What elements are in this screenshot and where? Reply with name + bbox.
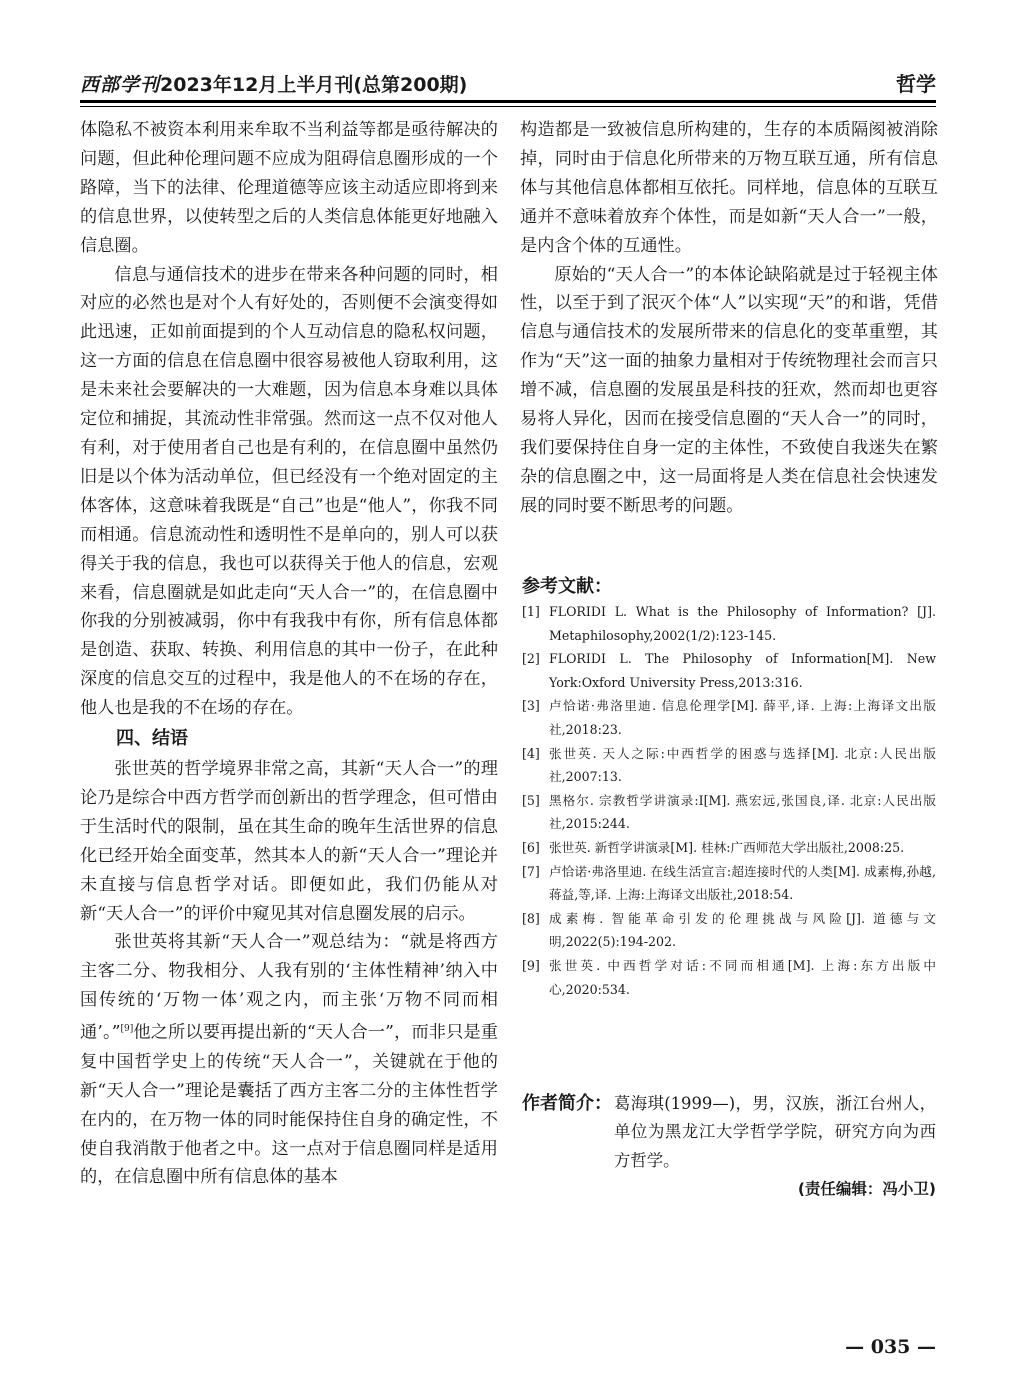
reference-text: 张世英. 天人之际:中西哲学的困惑与选择[M]. 北京:人民出版社,2007:13. — [549, 745, 936, 785]
header-rule-thin — [80, 106, 936, 107]
author-bio-label: 作者简介： — [522, 1093, 612, 1114]
reference-number: [9] — [522, 957, 540, 973]
reference-number: [7] — [522, 863, 540, 879]
reference-text: 卢恰诺·弗洛里迪. 信息伦理学[M]. 薛平,译. 上海:上海译文出版社,2018:23. — [549, 698, 936, 737]
reference-number: [5] — [522, 792, 540, 808]
reference-text: 张世英. 新哲学讲演录[M]. 桂林:广西师范大学出版社,2008:25. — [549, 839, 905, 855]
references-list — [522, 600, 936, 1001]
issue-info: 2023年12月上半月刊(总第200期) — [160, 74, 468, 96]
reference-text: 黑格尔. 宗教哲学讲演录:I[M]. 燕宏远,张国良,译. 北京:人民出版社,2015:244. — [549, 792, 936, 832]
left-column — [80, 116, 498, 1192]
journal-issue — [80, 70, 467, 97]
reference-number: [6] — [522, 839, 540, 855]
reference-number: [2] — [522, 651, 540, 667]
running-header — [80, 66, 936, 96]
paragraph: 原始的“天人合一”的本体论缺陷就是过于轻视主体性，以至于到了泯灭个体“人”以实现“天”的和谐，凭借信息与通信技术的发展所带来的信息化的变革重塑，其作为“天”这一面的抽象力量相对于传统物理社会而言只增不减，信息圈的发展虽是科技的狂欢，然而却也更容易将人异化，因而在接受信息圈的“天人合一”的同时，我们要保持住自身一定的主体性，不致使自我迷失在繁杂的信息圈之中，这一局面将是人类在信息社会快速发展的同时要不断思考的问题。 — [520, 264, 938, 516]
author-bio-text: 葛海琪(1999—)，男，汉族，浙江台州人，单位为黑龙江大学哲学学院，研究方向为西方哲学。 — [614, 1094, 936, 1170]
reference-item — [522, 600, 936, 647]
journal-logo: 西部学刊 — [80, 74, 161, 96]
page-number: — 035 — — [845, 1336, 936, 1358]
reference-number: [1] — [522, 604, 540, 619]
section-heading: 四、结语 — [116, 728, 188, 750]
header-rule-thick — [80, 100, 936, 103]
reference-item — [522, 647, 936, 694]
reference-item — [522, 694, 936, 741]
paragraph — [80, 928, 498, 1192]
responsible-editor: (责任编辑：冯小卫) — [797, 1180, 936, 1198]
reference-item — [522, 836, 936, 860]
reference-number: [4] — [522, 745, 540, 761]
citation-marker: [9] — [120, 1024, 134, 1035]
reference-text: FLORIDI L. What is the Philosophy of Information? [J]. Metaphilosophy,2002(1/2):123-145. — [549, 604, 936, 643]
paragraph-text: 他之所以要再提出新的“天人合一”，而非只是重复中国哲学史上的传统“天人合一”，关键就在于他的新“天人合一”理论是囊括了西方主客二分的主体性哲学在内的，在万物一体的同时能保持住自身的确定性，不使自我消散于他者之中。这一点对于信息圈同样是适用的，在信息圈中所有信息体的基本 — [80, 1022, 498, 1188]
reference-item — [522, 907, 936, 954]
reference-text: 卢恰诺·弗洛里迪. 在线生活宣言:超连接时代的人类[M]. 成素梅,孙越,蒋益,等,译. 上海:上海译文出版社,2018:54. — [549, 863, 936, 903]
section-label: 哲学 — [896, 72, 936, 96]
right-column — [520, 116, 938, 521]
paragraph: 信息与通信技术的进步在带来各种问题的同时，相对应的必然也是对个人有好处的，否则便不会演变得如此迅速，正如前面提到的个人互动信息的隐私权问题，这一方面的信息在信息圈中很容易被他人窃取利用，这是未来社会要解决的一大难题，因为信息本身难以具体定位和捕捉，其流动性非常强。然而这一点不仅对他人有利，对于使用者自己也是有利的，在信息圈中虽然仍旧是以个体为活动单位，但已经没有一个绝对固定的主体客体，这意味着我既是“自己”也是“他人”，你我不同而相通。信息流动性和透明性不是单向的，别人可以获得关于我的信息，我也可以获得关于他人的信息，宏观来看，信息圈就是如此走向“天人合一”的，在信息圈中你我的分别被减弱，你中有我我中有你，所有信息体都是创造、获取、转换、利用信息的其中一份子，在此种深度的信息交互的过程中，我是他人的不在场的存在，他人也是我的不在场的存在。 — [80, 264, 498, 719]
paragraph: 张世英的哲学境界非常之高，其新“天人合一”的理论乃是综合中西方哲学而创新出的哲学理念，但可惜由于生活时代的限制，虽在其生命的晚年生活世界的信息化已经开始全面变革，然其本人的新“天人合一”理论并未直接与信息哲学对话。即便如此，我们仍能从对新“天人合一”的评价中窥见其对信息圈发展的启示。 — [80, 759, 498, 924]
reference-text: 成素梅. 智能革命引发的伦理挑战与风险[J]. 道德与文明,2022(5):194-202. — [549, 910, 936, 950]
references-title: 参考文献： — [522, 576, 612, 597]
author-bio — [522, 1090, 936, 1175]
reference-number: [8] — [522, 910, 540, 926]
reference-item — [522, 742, 936, 789]
reference-text: FLORIDI L. The Philosophy of Information[M]. New York:Oxford University Press,2013:316. — [549, 651, 936, 690]
reference-item — [522, 860, 936, 907]
reference-text: 张世英. 中西哲学对话:不同而相通[M]. 上海:东方出版中心,2020:534. — [549, 957, 936, 997]
reference-item — [522, 954, 936, 1001]
paragraph: 体隐私不被资本利用来牟取不当利益等都是亟待解决的问题，但此种伦理问题不应成为阻碍信息圈形成的一个路障，当下的法律、伦理道德等应该主动适应即将到来的信息世界，以使转型之后的人类信息体能更好地融入信息圈。 — [80, 120, 498, 256]
reference-number: [3] — [522, 698, 540, 714]
paragraph-text: 张世英将其新“天人合一”观总结为：“就是将西方主客二分、物我相分、人我有别的‘主体性精神’纳入中国传统的‘万物一体’观之内，而主张‘万物不同而相通’。” — [80, 932, 498, 1043]
reference-item — [522, 789, 936, 836]
paragraph: 构造都是一致被信息所构建的，生存的本质隔阂被消除掉，同时由于信息化所带来的万物互联互通，所有信息体与其他信息体都相互依托。同样地，信息体的互联互通并不意味着放弃个体性，而是如新“天人合一”一般，是内含个体的互通性。 — [520, 120, 938, 256]
